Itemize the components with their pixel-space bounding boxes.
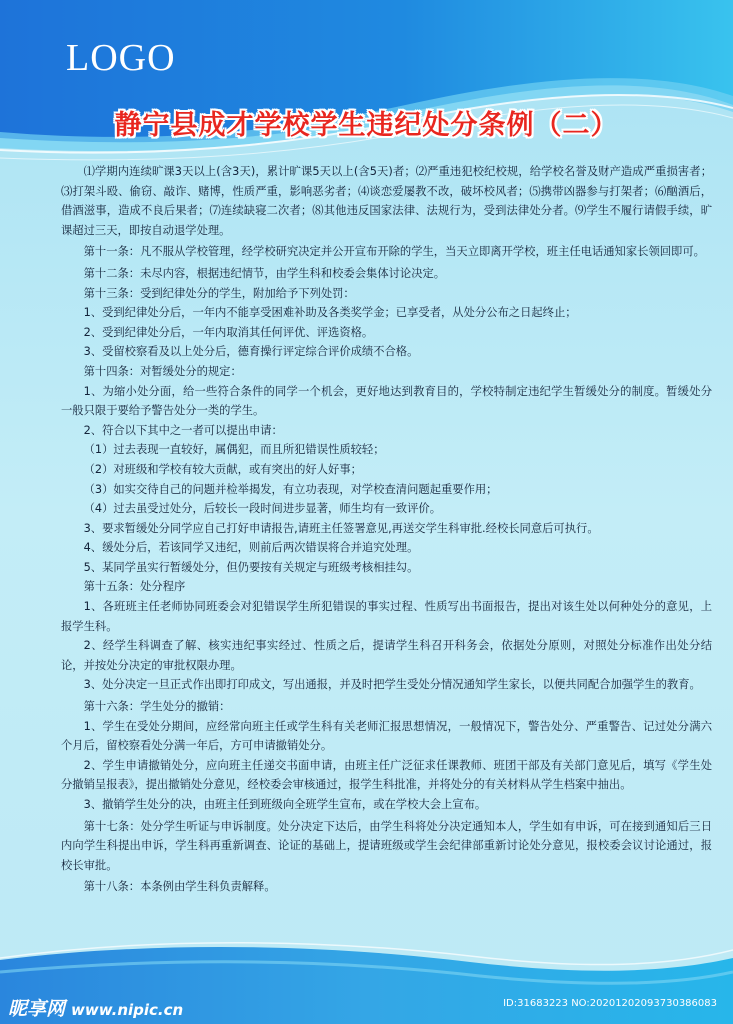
list-item: 4、缓处分后，若该同学又违纪，则前后两次错误将合并追究处理。 [83, 541, 419, 555]
article-15: 第十五条：处分程序 [83, 580, 186, 594]
paragraph: ⑴学期内连续旷课3天以上(含3天)，累计旷课5天以上(含5天)者；⑵严重违犯校纪校规，给学校名誉及财产造成严重损害者；⑶打架斗殴、偷窃、敲诈、赌博，性质严重，影响恶劣者；⑷谈恋爱屡教不改，破坏校风者；⑸携带凶器参与打架者；⑹酗酒后，借酒滋事，造成不良后果者；⑺连续缺寝二次者；⑻其他违反国家法律、法规行为，受到法律处分者。⑼学生不履行请假手续，旷课超过三天，即按自动退学处理。 [61, 165, 712, 237]
article-11: 第十一条：凡不服从学校管理，经学校研究决定并公开宣布开除的学生，当天立即离开学校，班主任电话通知家长领回即可。 [83, 245, 705, 259]
list-item: 5、某同学虽实行暂缓处分，但仍要按有关规定与班级考核相挂勾。 [83, 560, 419, 574]
article-18: 第十八条：本条例由学生科负责解释。 [83, 880, 276, 894]
page-title: 静宁县成才学校学生违纪处分条例（二） [114, 110, 619, 141]
list-item: 1、受到纪律处分后，一年内不能享受困难补助及各类奖学金；已享受者，从处分公布之日起终止； [83, 306, 577, 320]
list-item: 2、学生申请撤销处分，应向班主任递交书面申请，由班主任广泛征求任课教师、班团干部及有关部门意见后，填写《学生处分撤销呈报表》，提出撤销处分意见，经校委会审核通过，报学生科批准，并将处分的有关材料从学生档案中抽出。 [61, 758, 712, 792]
article-14: 第十四条：对暂缓处分的规定： [83, 364, 242, 378]
article-12: 第十二条：未尽内容，根据违纪情节，由学生科和校委会集体讨论决定。 [83, 266, 446, 280]
list-item: 1、为缩小处分面，给一些符合条件的同学一个机会，更好地达到教育目的，学校特制定违纪学生暂缓处分的制度。暂缓处分一般只限于要给予警告处分一类的学生。 [61, 384, 712, 418]
list-item: 3、处分决定一旦正式作出即打印成文，写出通报，并及时把学生受处分情况通知学生家长，以便共同配合加强学生的教育。 [83, 678, 701, 692]
list-item: 2、经学生科调查了解、核实违纪事实经过、性质之后，提请学生科召开科务会，依据处分原则，对照处分标准作出处分结论，并按处分决定的审批权限办理。 [61, 639, 712, 672]
list-item: 3、要求暂缓处分同学应自己打好申请报告,请班主任签署意见,再送交学生科审批.经校长同意后可执行。 [83, 521, 599, 535]
list-item: （3）如实交待自己的问题并检举揭发，有立功表现，对学校查清问题起重要作用； [83, 482, 498, 496]
logo: LOGO [66, 37, 176, 79]
image-id: ID:31683223 NO:20201202093730386083 [503, 998, 717, 1009]
list-item: 2、符合以下其中之一者可以提出申请： [83, 423, 283, 437]
site-watermark [8, 994, 183, 1021]
article-16: 第十六条：学生处分的撤销： [83, 700, 231, 714]
site-name: 昵享网 [8, 998, 66, 1020]
list-item: 3、撤销学生处分的决，由班主任到班级向全班学生宣布，或在学校大会上宣布。 [83, 798, 487, 811]
list-item: （2）对班级和学校有较大贡献，或有突出的好人好事； [83, 462, 362, 476]
list-item: 2、受到纪律处分后，一年内取消其任何评优、评选资格。 [83, 325, 374, 339]
list-item: 1、学生在受处分期间，应经常向班主任或学生科有关老师汇报思想情况，一般情况下，警告处分、严重警告、记过处分满六个月后，留校察看处分满一年后，方可申请撤销处分。 [61, 719, 712, 753]
site-url: www.nipic.cn [71, 1001, 184, 1019]
list-item: （4）过去虽受过处分，后较长一段时间进步显著，师生均有一致评价。 [83, 502, 441, 516]
list-item: 3、受留校察看及以上处分后，德育操行评定综合评价成绩不合格。 [83, 345, 419, 359]
list-item: 1、各班班主任老师协同班委会对犯错误学生所犯错误的事实过程、性质写出书面报告，提出对该生处以何种处分的意见，上报学生科。 [61, 600, 712, 633]
article-13: 第十三条：受到纪律处分的学生，附加给予下列处罚： [83, 286, 355, 300]
article-17: 第十七条：处分学生听证与申诉制度。处分决定下达后，由学生科将处分决定通知本人，学生如有申诉，可在接到通知后三日内向学生科提出申诉，学生科再重新调查、论证的基础上，提请班级或学生会纪律部重新讨论处分意见，报校委会议讨论通过，报校长审批。 [61, 819, 712, 872]
list-item: （1）过去表现一直较好，属偶犯，而且所犯错误性质较轻； [83, 443, 385, 457]
regulation-text [61, 162, 712, 897]
